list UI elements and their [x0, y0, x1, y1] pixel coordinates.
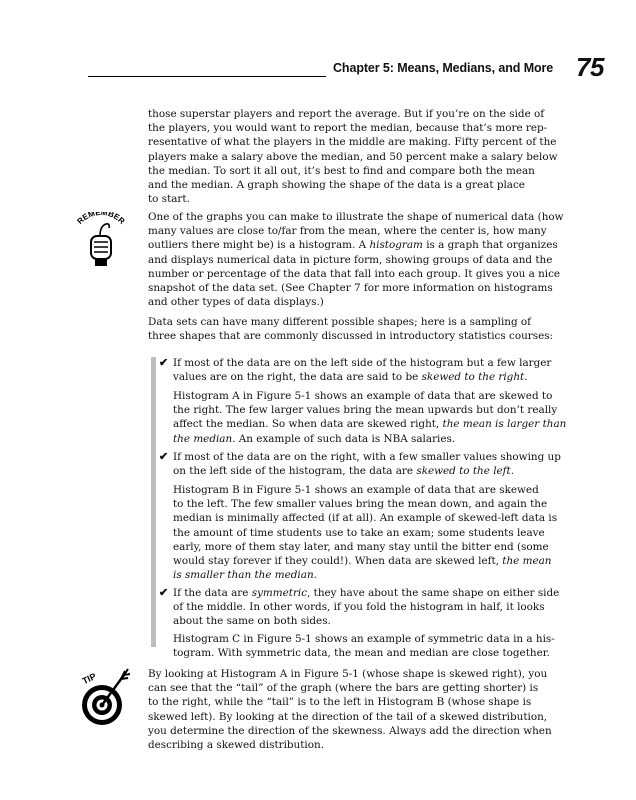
checkmark-icon: ✔ [159, 586, 169, 599]
chapter-title: Chapter 5: Means, Medians, and More [333, 61, 554, 75]
fist-icon [91, 224, 111, 266]
remember-icon [68, 212, 134, 270]
bullet-3: If the data are symmetric, they have about the same shape on either side of the middle. In other words, if you fold the histogram in half, it looks about the same on both sides. [173, 587, 560, 628]
remember-label: REMEMBER [75, 212, 127, 226]
bullet-2: If most of the data are on the right, with a few smaller values showing up on the left side of the histogram, the data are skewed to the left. [173, 451, 561, 478]
paragraph-2: One of the graphs you can make to illustrate the shape of numerical data (how many values are close to/far from the mean, where the center is, how many outliers there might be) is a histogram. A histogram is a graph that organizes and displays numerical data in picture form, showing groups of data and the number or percentage of the data that fall into each group. It gives you a nice snapshot of the data set. (See Chapter 7 for more information on histograms and other types of data displays.) [148, 211, 564, 309]
header-rule [88, 76, 326, 77]
checkmark-icon: ✔ [159, 356, 169, 369]
list-sidebar-bar [151, 357, 156, 647]
tip-icon [74, 665, 134, 731]
paragraph-1: those superstar players and report the average. But if you’re on the side of the players, you would want to report the median, because that’s more rep- resentative of what the players in the middle are making. Fifty percent of the players make a salary above the median, and 50 percent make a salary below the median. To sort it all out, it’s best to find and compare both the mean and the median. A graph showing the shape of the data is a great place to start. [148, 108, 558, 206]
bullet-3-detail: Histogram C in Figure 5-1 shows an example of symmetric data in a his- togram. With symmetric data, the mean and median are close together. [173, 633, 555, 660]
svg-text:REMEMBER [75, 212, 126, 226]
bullet-2-detail: Histogram B in Figure 5-1 shows an example of data that are skewed to the left. The few smaller values bring the mean down, and again the median is minimally affected (if at all). An example of skewed-left data is the amount of time students use to take an exam; some students leave early, more of them stay later, and many stay until the bitter end (some would stay forever if they could!). When data are skewed left, the mean is smaller than the median. [173, 484, 558, 582]
paragraph-4: By looking at Histogram A in Figure 5-1 (whose shape is skewed right), you can see that the “tail” of the graph (where the bars are getting shorter) is to the right, while the “tail” is to the left in Histogram B (whose shape is skewed left). By looking at the direction of the tail of a skewed distribution, you determine the direction of the skewness. Always add the direction when describing a skewed distribution. [148, 668, 552, 752]
paragraph-3: Data sets can have many different possible shapes; here is a sampling of three shapes that are commonly discussed in introductory statistics courses: [148, 316, 554, 343]
bullet-1-detail: Histogram A in Figure 5-1 shows an example of data that are skewed to the right. The few larger values bring the mean upwards but don’t really affect the median. So when data are skewed right, the mean is larger than the median. An example of such data is NBA salaries. [173, 390, 567, 445]
checkmark-icon: ✔ [159, 450, 169, 463]
page-number: 75 [576, 52, 604, 82]
tip-label: TIP [80, 671, 98, 687]
bullet-1: If most of the data are on the left side of the histogram but a few larger values are on the right, the data are said to be skewed to the right. [173, 357, 552, 384]
